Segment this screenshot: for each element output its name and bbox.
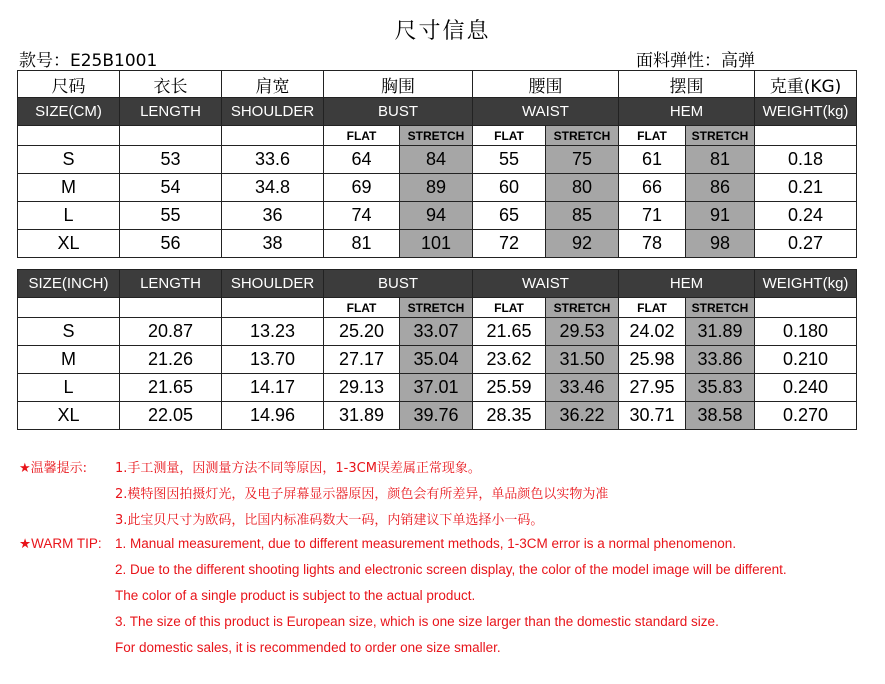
table-row xyxy=(18,374,857,402)
cell-size: L xyxy=(18,202,120,230)
en-header-row xyxy=(18,98,857,126)
cell-length: 54 xyxy=(120,174,222,202)
cell-bust-stretch: 35.04 xyxy=(400,346,473,374)
cell-hem-flat: 78 xyxy=(619,230,686,258)
cn-header-waist: 腰围 xyxy=(473,71,619,98)
cn-header-weight: 克重(KG) xyxy=(755,71,857,98)
cell-shoulder: 13.23 xyxy=(222,318,324,346)
cell-shoulder: 14.96 xyxy=(222,402,324,430)
cn-header-length: 衣长 xyxy=(120,71,222,98)
cn-tip-line-1: 1.手工测量，因测量方法不同等原因，1-3CM误差属正常现象。 xyxy=(115,461,481,476)
cell-weight: 0.210 xyxy=(755,346,857,374)
cell-bust-stretch: 37.01 xyxy=(400,374,473,402)
cn-header-shoulder: 肩宽 xyxy=(222,71,324,98)
cell-bust-flat: 69 xyxy=(324,174,400,202)
cn-tip-label: ★温馨提示: xyxy=(19,461,88,476)
sub-header-row xyxy=(18,298,857,318)
cell-waist-flat: 21.65 xyxy=(473,318,546,346)
cell-hem-flat: 66 xyxy=(619,174,686,202)
waist-stretch-label: STRETCH xyxy=(546,298,619,318)
header-weight: WEIGHT(kg) xyxy=(755,98,857,126)
cn-header-size: 尺码 xyxy=(18,71,120,98)
table-row xyxy=(18,202,857,230)
cell-length: 55 xyxy=(120,202,222,230)
cell-hem-stretch: 86 xyxy=(686,174,755,202)
cn-tip-line-2: 2.模特图因拍摄灯光，及电子屏幕显示器原因，颜色会有所差异，单品颜色以实物为准 xyxy=(115,487,609,502)
cn-header-bust: 胸围 xyxy=(324,71,473,98)
cn-header-hem: 摆围 xyxy=(619,71,755,98)
cell-weight: 0.240 xyxy=(755,374,857,402)
bust-flat-label: FLAT xyxy=(324,126,400,146)
table-row xyxy=(18,174,857,202)
waist-stretch-label: STRETCH xyxy=(546,126,619,146)
cell-bust-flat: 31.89 xyxy=(324,402,400,430)
cell-weight: 0.270 xyxy=(755,402,857,430)
size-table-inch xyxy=(17,269,857,430)
hem-stretch-label: STRETCH xyxy=(686,298,755,318)
cell-bust-stretch: 84 xyxy=(400,146,473,174)
cell-size: XL xyxy=(18,402,120,430)
header-waist: WAIST xyxy=(473,270,619,298)
cell-bust-flat: 81 xyxy=(324,230,400,258)
table-row xyxy=(18,230,857,258)
cell-hem-stretch: 91 xyxy=(686,202,755,230)
cell-waist-flat: 55 xyxy=(473,146,546,174)
cell-weight: 0.21 xyxy=(755,174,857,202)
header-hem: HEM xyxy=(619,270,755,298)
bust-stretch-label: STRETCH xyxy=(400,126,473,146)
header-shoulder: SHOULDER xyxy=(222,270,324,298)
cell-weight: 0.24 xyxy=(755,202,857,230)
cell-waist-flat: 65 xyxy=(473,202,546,230)
en-tip-line-4: 3. The size of this product is European size, which is one size larger than the domestic standard size. xyxy=(115,614,719,629)
table-row xyxy=(18,346,857,374)
cell-hem-flat: 30.71 xyxy=(619,402,686,430)
cell-shoulder: 33.6 xyxy=(222,146,324,174)
cell-size: S xyxy=(18,318,120,346)
cell-waist-stretch: 75 xyxy=(546,146,619,174)
header-bust: BUST xyxy=(324,98,473,126)
cell-shoulder: 38 xyxy=(222,230,324,258)
hem-flat-label: FLAT xyxy=(619,298,686,318)
cell-length: 21.26 xyxy=(120,346,222,374)
header-hem: HEM xyxy=(619,98,755,126)
page-title: 尺寸信息 xyxy=(394,19,491,44)
cell-weight: 0.27 xyxy=(755,230,857,258)
cell-hem-stretch: 38.58 xyxy=(686,402,755,430)
cell-hem-flat: 61 xyxy=(619,146,686,174)
cell-waist-stretch: 33.46 xyxy=(546,374,619,402)
cell-waist-stretch: 92 xyxy=(546,230,619,258)
hem-flat-label: FLAT xyxy=(619,126,686,146)
waist-flat-label: FLAT xyxy=(473,298,546,318)
cell-waist-stretch: 31.50 xyxy=(546,346,619,374)
header-size: SIZE(CM) xyxy=(18,98,120,126)
table-row xyxy=(18,318,857,346)
cell-weight: 0.180 xyxy=(755,318,857,346)
en-tip-line-2: 2. Due to the different shooting lights and electronic screen display, the color of the model image will be different. xyxy=(115,562,787,577)
table-row xyxy=(18,146,857,174)
cell-size: XL xyxy=(18,230,120,258)
header-length: LENGTH xyxy=(120,270,222,298)
cell-shoulder: 13.70 xyxy=(222,346,324,374)
cell-size: L xyxy=(18,374,120,402)
cell-bust-stretch: 33.07 xyxy=(400,318,473,346)
cell-waist-stretch: 80 xyxy=(546,174,619,202)
cell-bust-stretch: 89 xyxy=(400,174,473,202)
cell-bust-stretch: 94 xyxy=(400,202,473,230)
cn-header-row xyxy=(18,71,857,98)
cell-length: 22.05 xyxy=(120,402,222,430)
en-tip-line-5: For domestic sales, it is recommended to order one size smaller. xyxy=(115,640,501,655)
cell-size: M xyxy=(18,346,120,374)
cell-length: 53 xyxy=(120,146,222,174)
cell-hem-flat: 71 xyxy=(619,202,686,230)
cell-size: M xyxy=(18,174,120,202)
cell-hem-flat: 25.98 xyxy=(619,346,686,374)
cell-hem-stretch: 81 xyxy=(686,146,755,174)
cell-bust-flat: 27.17 xyxy=(324,346,400,374)
cell-hem-flat: 24.02 xyxy=(619,318,686,346)
cell-bust-flat: 74 xyxy=(324,202,400,230)
fabric-elasticity-label: 面料弹性：高弹 xyxy=(636,51,755,71)
cell-hem-stretch: 31.89 xyxy=(686,318,755,346)
cell-hem-stretch: 98 xyxy=(686,230,755,258)
cell-size: S xyxy=(18,146,120,174)
header-waist: WAIST xyxy=(473,98,619,126)
cell-bust-flat: 64 xyxy=(324,146,400,174)
cell-shoulder: 36 xyxy=(222,202,324,230)
en-tip-label: ★WARM TIP: xyxy=(19,536,102,551)
cell-length: 20.87 xyxy=(120,318,222,346)
sub-header-row xyxy=(18,126,857,146)
en-header-row xyxy=(18,270,857,298)
cell-waist-stretch: 85 xyxy=(546,202,619,230)
cell-weight: 0.18 xyxy=(755,146,857,174)
cell-shoulder: 34.8 xyxy=(222,174,324,202)
cell-length: 21.65 xyxy=(120,374,222,402)
header-size: SIZE(INCH) xyxy=(18,270,120,298)
cell-waist-flat: 60 xyxy=(473,174,546,202)
sku-label: 款号：E25B1001 xyxy=(19,51,158,71)
header-weight: WEIGHT(kg) xyxy=(755,270,857,298)
cell-bust-flat: 25.20 xyxy=(324,318,400,346)
cell-shoulder: 14.17 xyxy=(222,374,324,402)
hem-stretch-label: STRETCH xyxy=(686,126,755,146)
cell-waist-stretch: 36.22 xyxy=(546,402,619,430)
bust-stretch-label: STRETCH xyxy=(400,298,473,318)
cell-hem-flat: 27.95 xyxy=(619,374,686,402)
cell-hem-stretch: 35.83 xyxy=(686,374,755,402)
header-shoulder: SHOULDER xyxy=(222,98,324,126)
cell-waist-flat: 23.62 xyxy=(473,346,546,374)
bust-flat-label: FLAT xyxy=(324,298,400,318)
waist-flat-label: FLAT xyxy=(473,126,546,146)
cell-bust-stretch: 39.76 xyxy=(400,402,473,430)
cell-waist-flat: 25.59 xyxy=(473,374,546,402)
cell-waist-stretch: 29.53 xyxy=(546,318,619,346)
cell-waist-flat: 28.35 xyxy=(473,402,546,430)
en-tip-line-1: 1. Manual measurement, due to different measurement methods, 1-3CM error is a normal phenomenon. xyxy=(115,536,737,551)
cell-waist-flat: 72 xyxy=(473,230,546,258)
table-row xyxy=(18,402,857,430)
cn-tip-line-3: 3.此宝贝尺寸为欧码，比国内标准码数大一码，内销建议下单选择小一码。 xyxy=(115,513,544,528)
cell-bust-stretch: 101 xyxy=(400,230,473,258)
cell-bust-flat: 29.13 xyxy=(324,374,400,402)
cell-hem-stretch: 33.86 xyxy=(686,346,755,374)
header-length: LENGTH xyxy=(120,98,222,126)
header-bust: BUST xyxy=(324,270,473,298)
en-tip-line-3: The color of a single product is subject to the actual product. xyxy=(115,588,476,603)
size-table-cm xyxy=(17,70,857,258)
cell-length: 56 xyxy=(120,230,222,258)
